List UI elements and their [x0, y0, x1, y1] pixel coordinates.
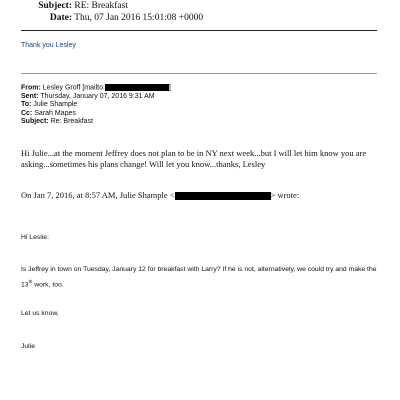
quoted-sent-row [21, 93, 155, 102]
original-line-2-number: 13 [21, 281, 29, 289]
quoted-sent-value: Thursday, January 07, 2016 9:31 AM [40, 92, 155, 100]
redaction-box [175, 192, 271, 200]
header-date-value: Thu, 07 Jan 2016 15:01:08 +0000 [74, 13, 204, 23]
header-divider [21, 30, 377, 31]
redaction-box [105, 84, 169, 91]
reply-line-1: Hi Julie...at the moment Jeffrey does not plan to be in NY next week...but I will let him know you are [21, 148, 367, 158]
header-date-row [28, 12, 203, 24]
quoted-from-close: ] [168, 84, 171, 92]
quoted-to-row [21, 101, 77, 110]
quoted-subject-row [21, 118, 93, 127]
original-line-2-superscript: th [28, 279, 33, 284]
quoted-subject-label: Subject: [21, 118, 49, 125]
quoted-cc-row [21, 110, 76, 119]
header-subject-value: RE: Breakfast [74, 1, 128, 11]
attribution-prefix: On Jan 7, 2016, at 8:57 AM, Julie Shample < [21, 190, 175, 200]
quoted-cc-label: Cc: [21, 109, 33, 117]
quote-divider [21, 73, 377, 74]
quoted-from-value: Lesley Groff [mailto: [42, 84, 105, 92]
quoted-subject-value: Re: Breakfast [50, 118, 93, 125]
quoted-to-label: To: [21, 101, 32, 108]
attribution-line [21, 190, 299, 201]
quoted-sent-label: Sent: [21, 92, 39, 100]
quoted-from-label: From: [21, 84, 41, 92]
header-subject-label: Subject: [38, 1, 72, 11]
original-line-2 [21, 277, 64, 290]
quoted-cc-value: Sarah Mapes [34, 109, 76, 117]
top-message: Thank you Lesley [21, 42, 76, 49]
header-subject-row [28, 0, 128, 12]
quoted-to-value: Julie Shample [33, 101, 78, 108]
header-date-label: Date: [49, 13, 72, 23]
original-signature: Julie [21, 343, 35, 350]
original-closing: Let us know, [21, 310, 59, 317]
original-greeting: Hi Leslie: [21, 234, 49, 241]
attribution-suffix: > wrote: [270, 190, 300, 200]
original-line-1: Is Jeffrey in town on Tuesday, January 12 for breakfast with Larry? If he is not, alternatively, we could try and make the [21, 266, 377, 273]
original-line-2-rest: work, too. [32, 281, 64, 289]
reply-line-2: asking...sometimes his plans change! Will let you know...thanks, Lesley [21, 159, 266, 169]
